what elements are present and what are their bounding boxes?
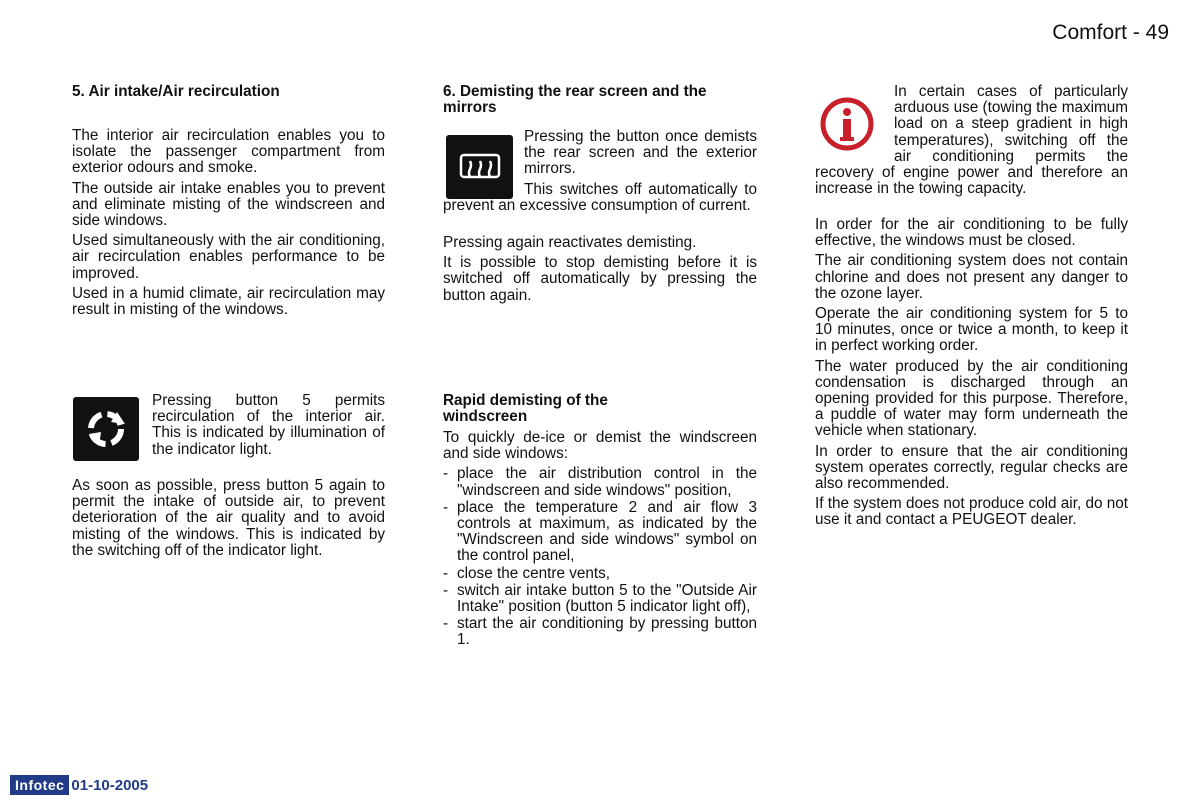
- paragraph: Pressing button 5 permits recirculation of the interior air. This is indicated by illumination of the indicator light.: [152, 392, 385, 458]
- paragraph: Used simultaneously with the air conditioning, air recirculation enables performance to be improved.: [72, 232, 385, 282]
- page-title: Comfort - 49: [1052, 21, 1169, 44]
- list-item: - switch air intake button 5 to the "Outside Air Intake" position (button 5 indicator light off),: [443, 583, 757, 615]
- paragraph: In order for the air conditioning to be fully effective, the windows must be closed.: [815, 216, 1128, 250]
- air-recirculation-icon: [73, 397, 139, 461]
- list-item: - place the temperature 2 and air flow 3 controls at maximum, as indicated by the "Windscreen and side windows" symbol on the control panel,: [443, 500, 757, 565]
- demisting-auto-text: [443, 182, 757, 218]
- paragraph: Operate the air conditioning system for 5 to 10 minutes, once or twice a month, to keep it in perfect working order.: [815, 305, 1128, 355]
- info-text-start: [815, 84, 1128, 201]
- column-1-text: [72, 128, 385, 322]
- paragraph: This switches off automatically to prevent an excessive consumption of current.: [443, 181, 757, 215]
- footer: [10, 775, 148, 795]
- paragraph: Used in a humid climate, air recirculation may result in misting of the windows.: [72, 284, 385, 319]
- paragraph: The water produced by the air conditioning condensation is discharged through an opening provided for this purpose. Therefore, a puddle of water may form underneath the vehicle when stationary.: [815, 357, 1128, 440]
- column-3-text: [815, 217, 1128, 533]
- paragraph: In certain cases of particularly arduous use (towing the maximum load on a steep gradient in high temperatures), switching off the air conditioning permits the recovery of engine power and therefore an increase in the towing capacity.: [815, 83, 1128, 198]
- paragraph: Pressing again reactivates demisting.: [443, 234, 697, 251]
- list-item: - place the air distribution control in the "windscreen and side windows" position,: [443, 466, 757, 498]
- section-heading-demisting: 6. Demisting the rear screen and the mirrors: [443, 83, 707, 117]
- rapid-demisting-text: [443, 430, 757, 650]
- paragraph: The interior air recirculation enables you to isolate the passenger compartment from exterior odours and smoke.: [72, 127, 385, 177]
- list-item: - start the air conditioning by pressing button 1.: [443, 616, 757, 648]
- paragraph: The air conditioning system does not contain chlorine and does not present any danger to the ozone layer.: [815, 252, 1128, 302]
- footer-date: 01-10-2005: [71, 776, 149, 794]
- paragraph: In order to ensure that the air conditioning system operates correctly, regular checks are also recommended.: [815, 442, 1128, 493]
- paragraph: As soon as possible, press button 5 again to permit the intake of outside air, to prevent deterioration of the air quality and to avoid misting of the windows. This is indicated by the switching off of the indicator light.: [72, 477, 385, 559]
- recirculation-text: [152, 393, 385, 462]
- bullet-list: [443, 466, 757, 648]
- section-heading-air-intake: 5. Air intake/Air recirculation: [72, 83, 280, 100]
- demisting-text: [524, 129, 757, 182]
- paragraph: If the system does not produce cold air, do not use it and contact a PEUGEOT dealer.: [815, 495, 1128, 529]
- paragraph: Pressing the button once demists the rear screen and the exterior mirrors.: [524, 128, 757, 178]
- outside-air-text: [72, 478, 385, 563]
- infotec-logo: Infotec: [10, 775, 69, 795]
- paragraph: It is possible to stop demisting before it is switched off automatically by pressing the button again.: [443, 254, 757, 304]
- subheading-rapid-demisting: Rapid demisting of the windscreen: [443, 392, 608, 426]
- list-item: - close the centre vents,: [443, 566, 757, 582]
- paragraph: To quickly de-ice or demist the windscreen and side windows:: [443, 429, 757, 463]
- paragraph: The outside air intake enables you to prevent and eliminate misting of the windscreen and side windows.: [72, 179, 385, 230]
- demisting-more-text: [443, 235, 757, 308]
